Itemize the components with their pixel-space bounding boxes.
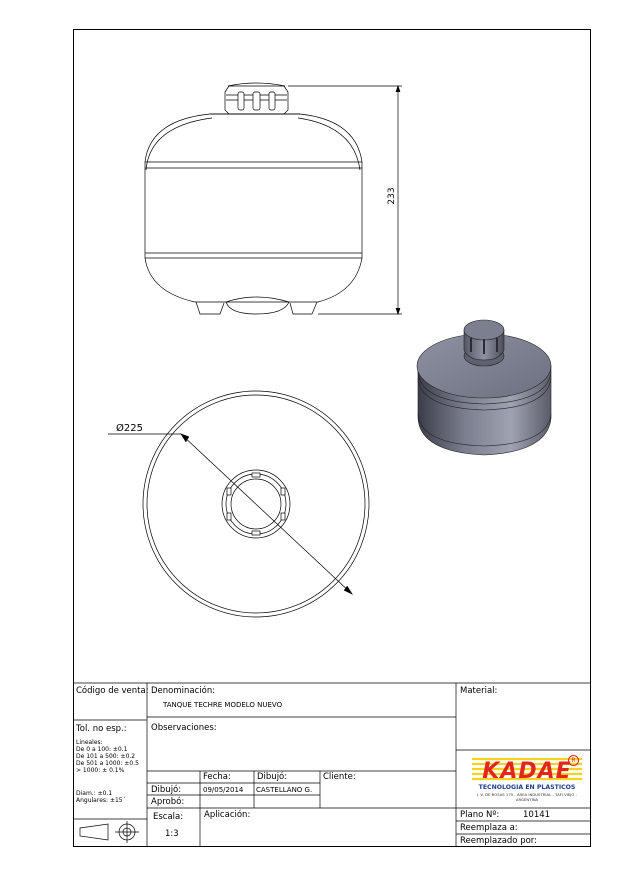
diameter-dimension-label: Ø225 bbox=[116, 423, 143, 434]
dibujo-value: CASTELLANO G. bbox=[256, 786, 313, 794]
escala-value: 1:3 bbox=[165, 829, 179, 839]
aprobo-label: Aprobó: bbox=[151, 797, 185, 807]
tolerance-line: Diam.: ±0.1 bbox=[76, 790, 113, 797]
observaciones-label: Observaciones: bbox=[151, 723, 217, 733]
denominacion-value: TANQUE TECHRE MODELO NUEVO bbox=[163, 701, 283, 709]
logo-wordmark: KADAE bbox=[482, 759, 572, 784]
title-block bbox=[73, 683, 591, 847]
fecha-label: Fecha: bbox=[203, 772, 231, 782]
front-view bbox=[145, 83, 362, 314]
plano-value: 10141 bbox=[523, 810, 551, 820]
escala-label: Escala: bbox=[153, 812, 184, 822]
dibujo-row-label: Dibujó: bbox=[151, 785, 182, 795]
tol-label: Tol. no esp.: bbox=[76, 724, 127, 734]
material-label: Material: bbox=[460, 686, 498, 696]
denominacion-label: Denominación: bbox=[151, 686, 216, 696]
plano-label: Plano Nº: bbox=[460, 810, 500, 820]
logo-address: J. V. DE ROSAS 175 - AREA INDUSTRIAL - TAFI VIEJO - ARGENTINA bbox=[477, 792, 577, 802]
isometric-view bbox=[417, 320, 551, 455]
company-logo bbox=[468, 753, 586, 802]
reemplaza-label: Reemplaza a: bbox=[460, 823, 518, 833]
aplicacion-label: Aplicación: bbox=[204, 810, 251, 820]
logo-tagline: TECNOLOGIA EN PLASTICOS bbox=[478, 784, 576, 791]
cliente-label: Cliente: bbox=[323, 772, 356, 782]
height-dimension-label: 233 bbox=[387, 187, 397, 205]
tolerance-line: De 501 a 1000: ±0.5 bbox=[76, 760, 139, 767]
tolerance-line: De 0 a 100: ±0.1 bbox=[76, 746, 128, 753]
registered-icon: R bbox=[568, 755, 579, 766]
tolerance-line: Lineales: bbox=[76, 739, 103, 746]
reemplazado-label: Reemplazado por: bbox=[460, 836, 538, 846]
tolerance-line: De 101 a 500: ±0.2 bbox=[76, 753, 136, 760]
tolerance-line: > 1000: ± 0.1% bbox=[76, 767, 125, 774]
codigo-label: Código de venta: bbox=[76, 686, 149, 696]
tolerance-line: Angulares: ±15´ bbox=[76, 797, 126, 804]
dibujo-col-label: Dibujó: bbox=[257, 772, 288, 782]
height-dimension bbox=[288, 86, 402, 314]
fecha-value: 09/05/2014 bbox=[203, 786, 244, 794]
